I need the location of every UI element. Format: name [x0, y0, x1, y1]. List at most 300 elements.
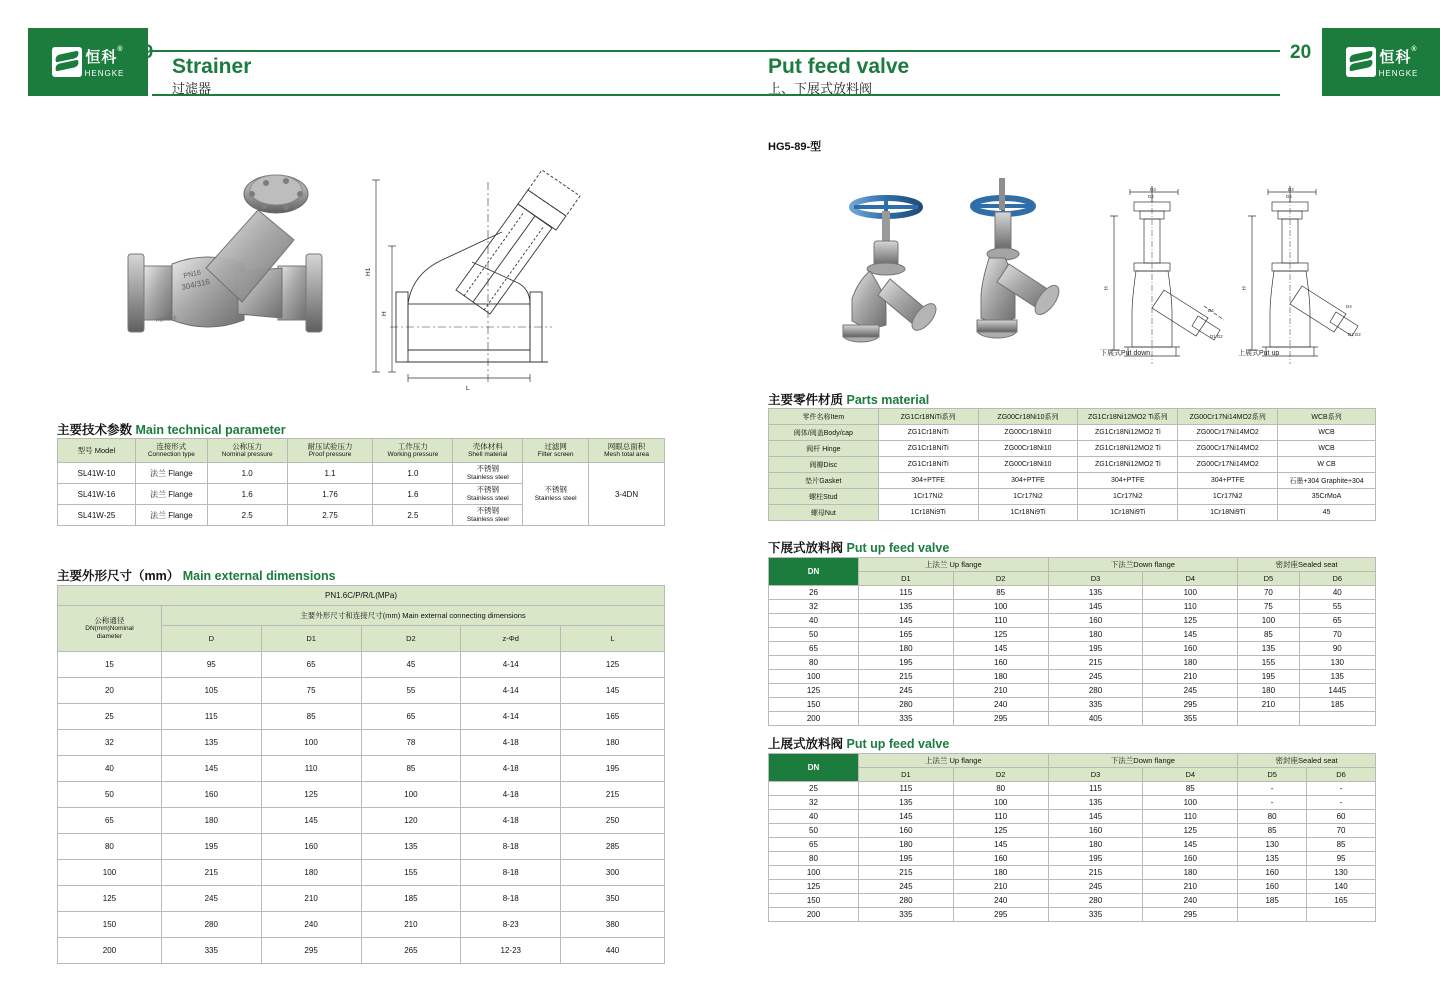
- table-row: [769, 810, 1376, 824]
- cell-shell: 不锈钢 Stainless steel: [453, 484, 523, 505]
- cell-d6: 95: [1307, 852, 1376, 866]
- cell-d2: 145: [953, 642, 1048, 656]
- cell-zd: 8-18: [461, 886, 561, 912]
- cell-d6: -: [1307, 796, 1376, 810]
- cell-d4: 160: [1143, 642, 1238, 656]
- cell-d2: 45: [361, 652, 461, 678]
- cell-zd: 8-18: [461, 834, 561, 860]
- cell-d: 115: [161, 704, 261, 730]
- logo-cn-left: 恒科: [85, 49, 118, 66]
- group-header-dimensions: 主要外形尺寸和连接尺寸(mm) Main external connecting dimensions: [161, 606, 664, 626]
- cell-d: 280: [161, 912, 261, 938]
- cell-shell: 不锈钢 Stainless steel: [453, 505, 523, 526]
- cell-l: 440: [561, 938, 665, 964]
- cell-d5: 160: [1238, 866, 1307, 880]
- brand-mark-icon-right: [1346, 47, 1376, 77]
- cell-d2: 80: [953, 782, 1048, 796]
- cell-d4: 180: [1143, 866, 1238, 880]
- cell-mat: ZG00Cr17Ni14MO2: [1178, 457, 1278, 473]
- cell-d1: 335: [859, 908, 954, 922]
- cell-l: 350: [561, 886, 665, 912]
- cell-dn: 50: [769, 824, 859, 838]
- table-row: [58, 730, 665, 756]
- dim-label-h: H: [381, 311, 388, 316]
- cell-d3: 245: [1048, 670, 1143, 684]
- cell-zd: 4-14: [461, 652, 561, 678]
- cell-d4: 110: [1143, 600, 1238, 614]
- cell-d5: -: [1238, 796, 1307, 810]
- heading-up-cn: 上展式放料阀: [768, 737, 844, 751]
- table-row: [769, 712, 1376, 726]
- table-header-row: [769, 409, 1376, 425]
- col-series-3: ZG1Cr18Ni12MO2 Ti系列: [1078, 409, 1178, 425]
- table-row: [58, 463, 665, 484]
- cell-zd: 8-18: [461, 860, 561, 886]
- table-row: [58, 938, 665, 964]
- cell-d3: 215: [1048, 656, 1143, 670]
- cell-l: 250: [561, 808, 665, 834]
- table-header-row: [58, 439, 665, 463]
- cell-d2: 295: [953, 712, 1048, 726]
- cell-d1: 195: [859, 852, 954, 866]
- page-number-left: 19: [132, 42, 154, 63]
- cell-d1: 180: [261, 860, 361, 886]
- dim-label-l: L: [466, 385, 470, 392]
- banner-pressure: PN1.6C/P/R/L(MPa): [58, 586, 665, 606]
- cell-dn: 150: [58, 912, 162, 938]
- table-row: [769, 838, 1376, 852]
- cell-d3: 280: [1048, 684, 1143, 698]
- cell-d5: 80: [1238, 810, 1307, 824]
- cell-proof: 2.75: [287, 505, 373, 526]
- cell-zd: 4-18: [461, 808, 561, 834]
- cell-d: 145: [161, 756, 261, 782]
- cell-dn: 125: [58, 886, 162, 912]
- cell-nominal: 1.6: [207, 484, 287, 505]
- cell-zd: 8-23: [461, 912, 561, 938]
- cell-d4: 240: [1143, 894, 1238, 908]
- col-item: 零件名称Item: [769, 409, 879, 425]
- cell-d3: 335: [1048, 698, 1143, 712]
- cell-d3: 135: [1048, 586, 1143, 600]
- cell-d4: 210: [1143, 880, 1238, 894]
- col-series-1: ZG1Cr18NiTi系列: [878, 409, 978, 425]
- col-screen-cn: 过滤网: [544, 441, 567, 451]
- cell-l: 125: [561, 652, 665, 678]
- heading-down-cn: 下展式放料阀: [768, 541, 844, 555]
- cell-d5: 180: [1238, 684, 1299, 698]
- cell-d1: 65: [261, 652, 361, 678]
- svg-text:D4: D4: [1346, 304, 1352, 309]
- cell-d5: 100: [1238, 614, 1299, 628]
- cell-d2: 210: [953, 880, 1048, 894]
- col-d6: D6: [1299, 572, 1375, 586]
- cell-d2: 85: [361, 756, 461, 782]
- cell-mat: 1Cr17Ni2: [1078, 489, 1178, 505]
- cell-mesh: 3-4DN: [589, 463, 665, 526]
- cell-d6: [1299, 712, 1375, 726]
- cell-d6: -: [1307, 782, 1376, 796]
- table-up-feed-valve: [768, 753, 1376, 922]
- cell-d1: 295: [261, 938, 361, 964]
- cell-mat: 304+PTFE: [978, 473, 1078, 489]
- cell-d3: 115: [1048, 782, 1143, 796]
- cell-zd: 4-18: [461, 782, 561, 808]
- cell-mat: ZG1Cr18NiTi: [878, 441, 978, 457]
- cell-dn: 200: [769, 908, 859, 922]
- col-d1: D1: [859, 572, 954, 586]
- cell-d3: 245: [1048, 880, 1143, 894]
- cell-d1: 215: [859, 866, 954, 880]
- cell-mat: W CB: [1278, 457, 1376, 473]
- cell-d1: 100: [261, 730, 361, 756]
- cell-model: SL41W-10: [58, 463, 136, 484]
- group-up-flange: 上法兰 Up flange: [859, 558, 1049, 572]
- table-header-row: [769, 572, 1376, 586]
- cell-d4: 100: [1143, 586, 1238, 600]
- cell-item: 阀杆 Hinge: [769, 441, 879, 457]
- cell-dn: 26: [769, 586, 859, 600]
- cell-dn: 80: [769, 656, 859, 670]
- svg-text:D1 D2: D1 D2: [1348, 332, 1361, 337]
- cell-dn: 15: [58, 652, 162, 678]
- table-row: [58, 704, 665, 730]
- cell-mat: 1Cr17Ni2: [978, 489, 1078, 505]
- cell-d1: 110: [261, 756, 361, 782]
- heading-up-en: Put up feed valve: [846, 737, 950, 751]
- table-row: [769, 457, 1376, 473]
- cell-dn: 200: [58, 938, 162, 964]
- cell-d3: 335: [1048, 908, 1143, 922]
- table-row: [769, 908, 1376, 922]
- cell-d4: 180: [1143, 656, 1238, 670]
- col-screen-en: Filter screen: [537, 451, 574, 459]
- cell-d1: 85: [261, 704, 361, 730]
- cell-d4: 210: [1143, 670, 1238, 684]
- cell-d6: 140: [1307, 880, 1376, 894]
- strainer-photo: [110, 150, 360, 390]
- col-d4: D4: [1143, 572, 1238, 586]
- cell-d5: 70: [1238, 586, 1299, 600]
- col-working-en: Working pressure: [387, 451, 439, 459]
- svg-text:H: H: [1104, 286, 1110, 290]
- cell-d1: 240: [261, 912, 361, 938]
- cell-dn: 32: [769, 600, 859, 614]
- cell-dn: 100: [769, 866, 859, 880]
- cell-model: SL41W-25: [58, 505, 136, 526]
- cell-d2: 135: [361, 834, 461, 860]
- cell-dn: 100: [58, 860, 162, 886]
- cell-proof: 1.1: [287, 463, 373, 484]
- cell-l: 285: [561, 834, 665, 860]
- cell-d1: 160: [859, 824, 954, 838]
- cell-d2: 125: [953, 824, 1048, 838]
- table-parts-material: [768, 408, 1376, 521]
- table-main-external-dimensions: [57, 585, 665, 964]
- cell-d1: 125: [261, 782, 361, 808]
- cell-d3: 180: [1048, 628, 1143, 642]
- strainer-technical-drawing: [360, 150, 600, 398]
- cell-d1: 135: [859, 796, 954, 810]
- cell-d3: 145: [1048, 600, 1143, 614]
- cell-d4: 125: [1143, 614, 1238, 628]
- cell-d4: 125: [1143, 824, 1238, 838]
- table-row: [769, 586, 1376, 600]
- cell-d6: [1307, 908, 1376, 922]
- cell-model: SL41W-16: [58, 484, 136, 505]
- cell-dn: 125: [769, 684, 859, 698]
- table-row: [769, 880, 1376, 894]
- cell-dn: 80: [769, 852, 859, 866]
- cell-d4: 355: [1143, 712, 1238, 726]
- cell-zd: 4-18: [461, 730, 561, 756]
- heading-dim-cn: 主要外形尺寸（mm）: [57, 569, 180, 583]
- cell-dn: 32: [769, 796, 859, 810]
- cell-d6: 40: [1299, 586, 1375, 600]
- cell-d2: 265: [361, 938, 461, 964]
- table-row: [769, 866, 1376, 880]
- cell-zd: 12-23: [461, 938, 561, 964]
- cell-d5: 135: [1238, 642, 1299, 656]
- table-group-header-row: 公称通径 DN(mm)Nominal diameter 主要外形尺寸和连接尺寸(mm) Main external connecting dimensions: [58, 606, 665, 626]
- cell-d2: 240: [953, 894, 1048, 908]
- cell-dn: 20: [58, 678, 162, 704]
- cell-dn: 150: [769, 698, 859, 712]
- cell-d1: 115: [859, 586, 954, 600]
- table-row: [769, 796, 1376, 810]
- cell-mat: 1Cr18Ni9Ti: [878, 505, 978, 521]
- cell-proof: 1.76: [287, 484, 373, 505]
- table-row: [58, 678, 665, 704]
- logo-en-right: HENGKE: [1378, 69, 1419, 78]
- cell-d2: 180: [953, 866, 1048, 880]
- cell-dn: 150: [769, 894, 859, 908]
- svg-text:PN16: PN16: [182, 269, 202, 280]
- cell-d1: 145: [859, 810, 954, 824]
- cell-d2: 100: [953, 796, 1048, 810]
- cell-d1: 280: [859, 698, 954, 712]
- logo-cn-right: 恒科: [1379, 49, 1412, 66]
- cell-d1: 210: [261, 886, 361, 912]
- col-series-4: ZG00Cr17Ni14MO2系列: [1178, 409, 1278, 425]
- table-row: [769, 670, 1376, 684]
- cell-d6: 1445: [1299, 684, 1375, 698]
- cell-d3: 195: [1048, 642, 1143, 656]
- cell-mat: 304+PTFE: [878, 473, 978, 489]
- cell-d4: 295: [1143, 698, 1238, 712]
- cell-d6: 90: [1299, 642, 1375, 656]
- cell-d2: 78: [361, 730, 461, 756]
- cell-nominal: 1.0: [207, 463, 287, 484]
- cell-d1: 160: [261, 834, 361, 860]
- cell-d1: 145: [261, 808, 361, 834]
- valve-drawing-up: [1238, 186, 1373, 366]
- cell-d: 160: [161, 782, 261, 808]
- col-d2: D2: [953, 572, 1048, 586]
- col-d6: D6: [1307, 768, 1376, 782]
- dim-label-h1: H1: [365, 267, 372, 276]
- cell-mat: 304+PTFE: [1078, 473, 1178, 489]
- logo-hengke-right: 恒科® HENGKE: [1322, 28, 1440, 96]
- table-main-technical-parameter: [57, 438, 665, 526]
- cell-d3: 160: [1048, 614, 1143, 628]
- table-group-header-row: [769, 558, 1376, 572]
- cell-mat: 1Cr18Ni9Ti: [1078, 505, 1178, 521]
- cell-d: 180: [161, 808, 261, 834]
- cell-d2: 85: [953, 586, 1048, 600]
- title-en-left: Strainer: [172, 55, 252, 78]
- cell-d2: 55: [361, 678, 461, 704]
- table-row: [769, 505, 1376, 521]
- cell-dn: 80: [58, 834, 162, 860]
- svg-text:HENGKE: HENGKE: [155, 315, 178, 324]
- cell-d5: 210: [1238, 698, 1299, 712]
- valve-drawing-down: [1100, 186, 1235, 366]
- table-row: [769, 425, 1376, 441]
- model-code: HG5-89-型: [768, 141, 822, 153]
- cell-mat: ZG1Cr18NiTi: [878, 425, 978, 441]
- svg-text:D1 D2: D1 D2: [1210, 334, 1223, 339]
- cell-connection: 法兰 Flange: [135, 505, 207, 526]
- cell-d1: 215: [859, 670, 954, 684]
- caption-put-up: 上展式Put up: [1238, 350, 1280, 357]
- cell-d3: 135: [1048, 796, 1143, 810]
- table-row: [769, 600, 1376, 614]
- logo-en-left: HENGKE: [84, 69, 125, 78]
- cell-mat: ZG00Cr17Ni14MO2: [1178, 441, 1278, 457]
- col-series-2: ZG00Cr18Ni10系列: [978, 409, 1078, 425]
- cell-nominal: 2.5: [207, 505, 287, 526]
- cell-d6: 130: [1299, 656, 1375, 670]
- cell-item: 阀体/阀盖Body/cap: [769, 425, 879, 441]
- cell-dn: 25: [769, 782, 859, 796]
- cell-d1: 115: [859, 782, 954, 796]
- cell-connection: 法兰 Flange: [135, 484, 207, 505]
- cell-l: 380: [561, 912, 665, 938]
- cell-l: 180: [561, 730, 665, 756]
- heading-main-external-dimensions: [57, 566, 336, 584]
- cell-working: 1.0: [373, 463, 453, 484]
- group-down-flange: 下法兰Down flange: [1048, 558, 1238, 572]
- col-d3: D3: [1048, 572, 1143, 586]
- table-row: [58, 912, 665, 938]
- cell-d5: 135: [1238, 852, 1307, 866]
- cell-d: 335: [161, 938, 261, 964]
- cell-dn: 200: [769, 712, 859, 726]
- heading-down-feed-valve: [768, 538, 949, 556]
- table-row: [769, 698, 1376, 712]
- cell-d1: 280: [859, 894, 954, 908]
- cell-d1: 145: [859, 614, 954, 628]
- cell-d2: 125: [953, 628, 1048, 642]
- cell-d3: 195: [1048, 852, 1143, 866]
- table-row: [769, 656, 1376, 670]
- cell-d5: 155: [1238, 656, 1299, 670]
- table-row: [769, 824, 1376, 838]
- table-group-header-row: [769, 754, 1376, 768]
- cell-dn: 65: [769, 642, 859, 656]
- cell-d3: 160: [1048, 824, 1143, 838]
- col-nominal-en: Nominal pressure: [221, 451, 273, 459]
- table-row: [769, 614, 1376, 628]
- cell-d3: 405: [1048, 712, 1143, 726]
- cell-mat: ZG1Cr18Ni12MO2 Ti: [1078, 457, 1178, 473]
- cell-d2: 210: [361, 912, 461, 938]
- cell-dn: 50: [58, 782, 162, 808]
- heading-param-cn: 主要技术参数: [57, 423, 133, 437]
- cell-d5: 130: [1238, 838, 1307, 852]
- cell-mat: 1Cr18Ni9Ti: [978, 505, 1078, 521]
- cell-item: 螺柱Stud: [769, 489, 879, 505]
- cell-d6: 130: [1307, 866, 1376, 880]
- table-row: [769, 473, 1376, 489]
- cell-working: 2.5: [373, 505, 453, 526]
- cell-item: 螺母Nut: [769, 505, 879, 521]
- cell-l: 300: [561, 860, 665, 886]
- table-row: [58, 860, 665, 886]
- col-d2: D2: [953, 768, 1048, 782]
- col-d4: D4: [1143, 768, 1238, 782]
- svg-text:D4: D4: [1208, 308, 1214, 313]
- cell-mat: ZG1Cr18Ni12MO2 Ti: [1078, 425, 1178, 441]
- heading-parts-material: [768, 390, 929, 408]
- cell-dn: 50: [769, 628, 859, 642]
- heading-down-en: Put up feed valve: [846, 541, 950, 555]
- cell-d: 215: [161, 860, 261, 886]
- cell-l: 165: [561, 704, 665, 730]
- heading-up-feed-valve: [768, 734, 949, 752]
- cell-d2: 110: [953, 810, 1048, 824]
- svg-text:304/316: 304/316: [180, 277, 211, 292]
- cell-d2: 110: [953, 614, 1048, 628]
- cell-d6: 185: [1299, 698, 1375, 712]
- col-working-cn: 工作压力: [397, 441, 428, 451]
- cell-mat: 1Cr17Ni2: [878, 489, 978, 505]
- col-model: 型号 Model: [77, 445, 116, 455]
- cell-d2: 295: [953, 908, 1048, 922]
- cell-d: 245: [161, 886, 261, 912]
- valve-photo-up: [955, 178, 1075, 353]
- cell-mat: 石墨+304 Graphite+304: [1278, 473, 1376, 489]
- col-series-5: WCB系列: [1278, 409, 1376, 425]
- cell-zd: 4-14: [461, 704, 561, 730]
- cell-mat: ZG1Cr18Ni12MO2 Ti: [1078, 441, 1178, 457]
- cell-d1: 195: [859, 656, 954, 670]
- table-row: [58, 886, 665, 912]
- table-row: [769, 894, 1376, 908]
- cell-l: 195: [561, 756, 665, 782]
- col-connection-cn: 连接形式: [156, 441, 187, 451]
- cell-d2: 160: [953, 852, 1048, 866]
- group-sealed-seat: 密封座Sealed seat: [1238, 754, 1376, 768]
- cell-d2: 145: [953, 838, 1048, 852]
- cell-l: 145: [561, 678, 665, 704]
- cell-d4: 145: [1143, 838, 1238, 852]
- cell-d3: 280: [1048, 894, 1143, 908]
- cell-d4: 160: [1143, 852, 1238, 866]
- cell-mat: ZG1Cr18NiTi: [878, 457, 978, 473]
- svg-text:D3: D3: [1150, 187, 1156, 192]
- cell-d5: 185: [1238, 894, 1307, 908]
- cell-screen: 不锈钢 Stainless steel: [523, 463, 589, 526]
- cell-d6: 135: [1299, 670, 1375, 684]
- cell-d6: 55: [1299, 600, 1375, 614]
- cell-d1: 180: [859, 642, 954, 656]
- cell-d5: 160: [1238, 880, 1307, 894]
- cell-d4: 245: [1143, 684, 1238, 698]
- cell-d5: 75: [1238, 600, 1299, 614]
- cell-d2: 210: [953, 684, 1048, 698]
